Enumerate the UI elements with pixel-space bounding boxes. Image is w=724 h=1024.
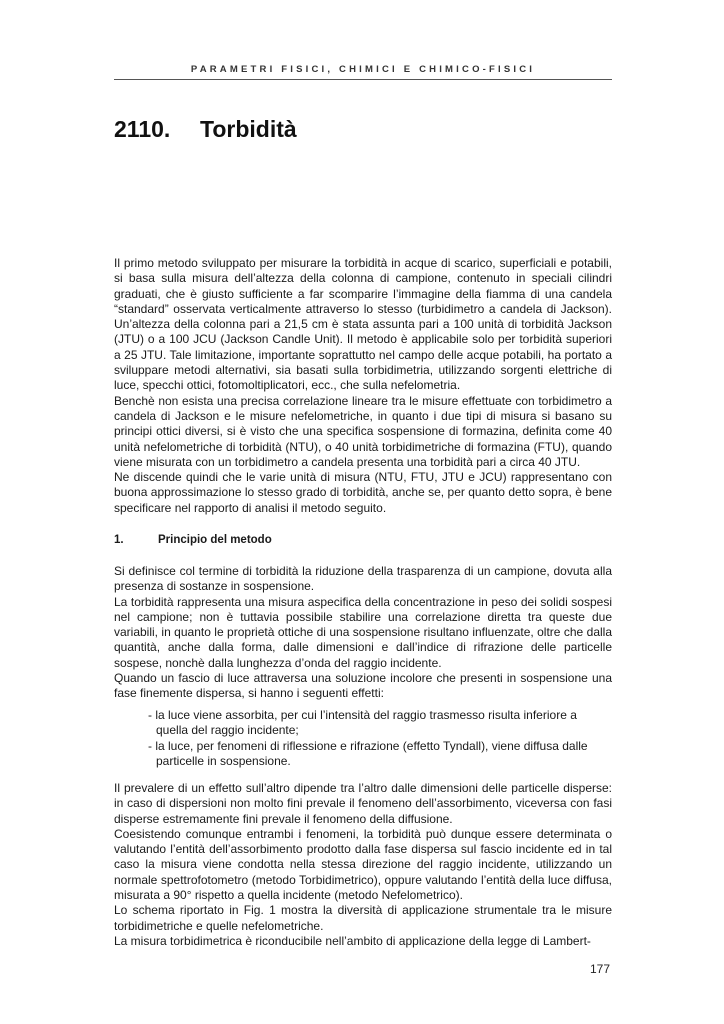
intro-text bbox=[114, 256, 612, 516]
section-text-continued bbox=[114, 781, 612, 949]
intro-paragraph: Ne discende quindi che le varie unità di misura (NTU, FTU, JTU e JCU) rappresentano con buona approssimazione lo stesso grado di torbidità, anche se, per quanto detto sopra, è bene specificare nel rapporto di analisi il metodo seguito. bbox=[114, 470, 612, 515]
section-paragraph: La torbidità rappresenta una misura aspecifica della concentrazione in peso dei solidi sospesi nel campione; non è tuttavia possibile stabilire una correlazione diretta tra queste due variabili, in quanto le proprietà ottiche di una sospensione risultano influenzate, oltre che dalla quantità, anche dalla forma, dalle dimensioni e dall’indice di rifrazione delle particelle sospese, nonchè dalla lunghezza d’onda del raggio incidente. bbox=[114, 594, 612, 670]
header-rule bbox=[114, 79, 612, 80]
effects-list-item: - la luce, per fenomeni di riflessione e rifrazione (effetto Tyndall), viene diffusa dalle particelle in sospensione. bbox=[148, 738, 588, 768]
section-text bbox=[114, 564, 612, 702]
section-heading bbox=[114, 534, 272, 546]
section-paragraph: Si definisce col termine di torbidità la riduzione della trasparenza di un campione, dovuta alla presenza di sostanze in sospensione. bbox=[114, 564, 612, 594]
effects-list bbox=[144, 708, 612, 769]
intro-paragraph: Il primo metodo sviluppato per misurare la torbidità in acque di scarico, superficiali e potabili, si basa sulla misura dell’altezza della colonna di campione, contenuto in speciali cilindri graduati, che è giusto sufficiente a far scomparire l’immagine della fiamma di una candela “standard” osservata verticalmente attraverso lo stesso (turbidimetro a candela di Jackson). Un’altezza della colonna pari a 21,5 cm è stata assunta pari a 100 unità di torbidità Jackson (JTU) o a 100 JCU (Jackson Candle Unit). Il metodo è applicabile solo per torbidità superiori a 25 JTU. Tale limitazione, importante soprattutto nel campo delle acque potabili, ha portato a sviluppare metodi alternativi, sia basati sulla torbidimetria, utilizzando sorgenti elettriche di luce, specchi ottici, fotomoltiplicatori, ecc., che sulla nefelometria. bbox=[114, 256, 612, 393]
running-header: PARAMETRI FISICI, CHIMICI E CHIMICO-FISICI bbox=[190, 64, 536, 75]
effects-list-item: - la luce viene assorbita, per cui l’intensità del raggio trasmesso risulta inferiore a quella del raggio incidente; bbox=[148, 708, 577, 738]
section-paragraph: Quando un fascio di luce attraversa una soluzione incolore che presenti in sospensione una fase finemente dispersa, si hanno i seguenti effetti: bbox=[114, 671, 612, 701]
section-paragraph: Coesistendo comunque entrambi i fenomeni, la torbidità può dunque essere determinata o valutando l’entità dell’assorbimento prodotto dalla fase dispersa sul fascio incidente ed in tal caso la misura viene condotta nella stessa direzione del raggio incidente, utilizzando un normale spettrofotometro (metodo Torbidimetrico), oppure valutando l’entità della luce diffusa, misurata a 90° rispetto a quella incidente (metodo Nefelometrico). bbox=[114, 826, 612, 903]
section-number: 1. bbox=[114, 534, 124, 546]
section-paragraph: Il prevalere di un effetto sull’altro dipende tra l’altro dalle dimensioni delle particelle disperse: in caso di dispersioni non molto fini prevale il fenomeno dell’assorbimento, viceversa con fasi disperse estremamente fini prevale il fenomeno della diffusione. bbox=[114, 781, 612, 826]
chapter-number: 2110. bbox=[114, 116, 171, 142]
chapter-title bbox=[114, 116, 297, 143]
section-paragraph: Lo schema riportato in Fig. 1 mostra la diversità di applicazione strumentale tra le misure torbidimetriche e quelle nefelometriche. bbox=[114, 903, 612, 933]
intro-paragraph: Benchè non esista una precisa correlazione lineare tra le misure effettuate con torbidimetro a candela di Jackson e le misure nefelometriche, in quanto i due tipi di misura si basano su principi ottici diversi, si è visto che una specifica sospensione di formazina, definita come 40 unità nefelometriche di torbidità (NTU), o 40 unità torbidimetriche di formazina (FTU), quando viene misurata con un torbidimetro a candela presenta una torbidità pari a circa 40 JTU. bbox=[114, 393, 612, 469]
section-title: Principio del metodo bbox=[158, 534, 272, 546]
chapter-title-text: Torbidità bbox=[200, 116, 297, 142]
page-number: 177 bbox=[590, 962, 611, 976]
section-paragraph: La misura torbidimetrica è riconducibile nell’ambito di applicazione della legge di Lambert- bbox=[114, 933, 591, 948]
